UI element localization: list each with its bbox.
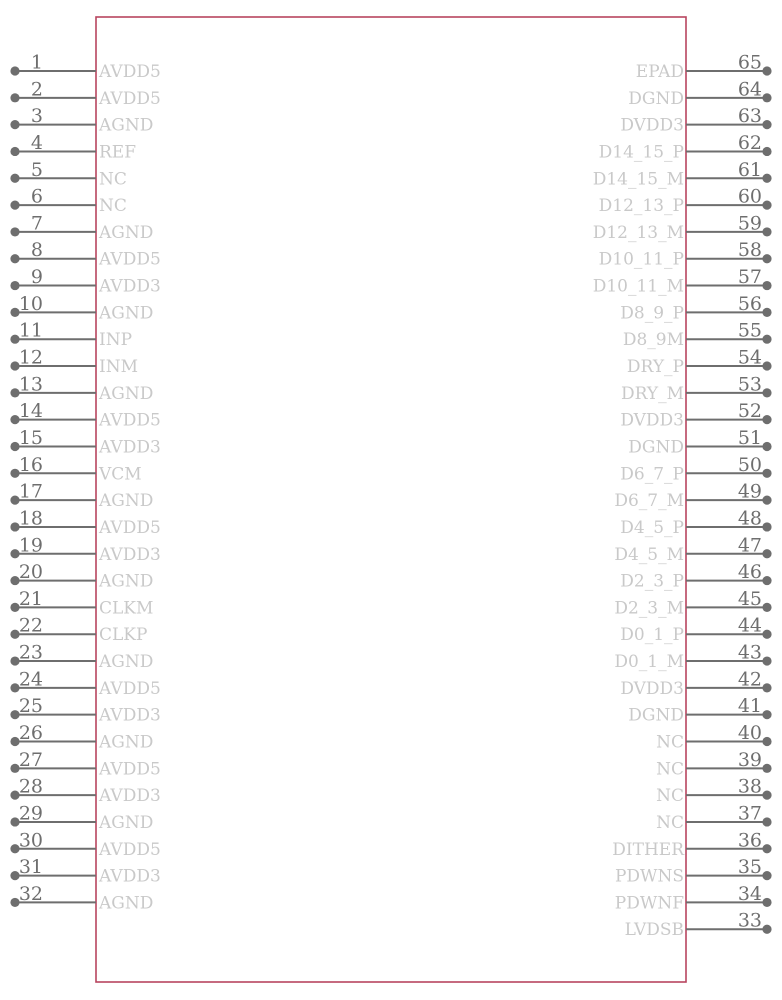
- pin-name: D8_9_P: [620, 303, 684, 324]
- pin-number: 33: [737, 909, 762, 932]
- pin-number: 64: [737, 78, 762, 101]
- pin-terminal: [762, 656, 771, 665]
- pin-name: DITHER: [612, 839, 684, 860]
- pin-number: 46: [737, 561, 762, 584]
- pin-number: 47: [737, 534, 762, 557]
- pin-terminal: [762, 710, 771, 719]
- pin-name: D8_9M: [622, 330, 684, 351]
- pin-terminal: [762, 791, 771, 800]
- pin-name: CLKM: [99, 598, 154, 619]
- pin-terminal: [762, 683, 771, 692]
- pin-number: 5: [30, 158, 43, 181]
- pin-name: EPAD: [635, 62, 684, 82]
- pin-number: 32: [18, 882, 43, 905]
- pin-name: INP: [99, 330, 133, 351]
- pin-name: D12_13_P: [598, 196, 684, 217]
- pin-number: 12: [18, 346, 43, 369]
- pin-number: 9: [30, 266, 43, 289]
- pin-number: 43: [737, 641, 762, 664]
- pin-name: DVDD3: [620, 410, 684, 431]
- pin-number: 59: [737, 212, 762, 235]
- pin-name: NC: [656, 759, 684, 780]
- pin-name: DGND: [628, 705, 684, 726]
- pin-name: DVDD3: [620, 115, 684, 136]
- pin-terminal: [762, 254, 771, 263]
- pin-name: AVDD3: [99, 544, 161, 565]
- pin-name: NC: [99, 169, 127, 190]
- pin-number: 6: [30, 185, 43, 208]
- pin-number: 17: [18, 480, 43, 503]
- pin-terminal: [762, 442, 771, 451]
- pin-name: PDWNS: [614, 866, 684, 887]
- pin-name: DVDD3: [620, 678, 684, 699]
- pin-number: 8: [30, 239, 43, 262]
- pin-number: 36: [737, 829, 762, 852]
- pin-terminal: [10, 66, 19, 75]
- pin-name: DRY_P: [626, 357, 684, 378]
- pin-terminal: [762, 388, 771, 397]
- pin-name: DRY_M: [620, 383, 684, 404]
- pin-name: D4_5_P: [620, 517, 684, 538]
- pin-number: 22: [18, 614, 43, 637]
- pin-name: D10_11_M: [592, 276, 684, 297]
- pin-terminal: [762, 469, 771, 478]
- pin-terminal: [762, 66, 771, 75]
- left-pin-group: [10, 52, 160, 914]
- pin-terminal: [762, 925, 771, 934]
- pin-name: D2_3_P: [620, 571, 684, 592]
- pin-terminal: [762, 522, 771, 531]
- pin-number: 55: [737, 319, 762, 342]
- pin-number: 62: [737, 131, 762, 154]
- pin-terminal: [10, 93, 19, 102]
- pin-name: AVDD5: [99, 517, 161, 538]
- pin-number: 48: [737, 507, 762, 530]
- pin-name: D6_7_P: [620, 464, 684, 485]
- pin-name: D6_7_M: [614, 491, 684, 512]
- pin-number: 2: [30, 78, 43, 101]
- ic-body-outline: [96, 17, 686, 982]
- pin-number: 52: [737, 400, 762, 423]
- pin-terminal: [762, 871, 771, 880]
- pin-name: AVDD5: [99, 88, 161, 109]
- pin-name: AVDD5: [99, 410, 161, 431]
- pin-number: 37: [737, 802, 762, 825]
- pin-number: 65: [737, 51, 762, 74]
- pin-terminal: [762, 415, 771, 424]
- pin-terminal: [10, 147, 19, 156]
- pin-name: AVDD5: [99, 249, 161, 270]
- pin-terminal: [762, 737, 771, 746]
- pin-name: INM: [99, 357, 138, 378]
- pin-terminal: [762, 93, 771, 102]
- pin-terminal: [762, 496, 771, 505]
- pin-terminal: [10, 227, 19, 236]
- pin-terminal: [762, 630, 771, 639]
- pin-number: 3: [30, 105, 43, 128]
- pin-number: 56: [737, 292, 762, 315]
- pin-terminal: [762, 764, 771, 773]
- pin-terminal: [762, 335, 771, 344]
- pin-name: AGND: [99, 812, 154, 833]
- pin-terminal: [762, 120, 771, 129]
- pin-number: 31: [18, 856, 43, 879]
- pin-number: 60: [737, 185, 762, 208]
- pin-number: 11: [18, 319, 43, 342]
- pin-name: AGND: [99, 732, 154, 753]
- pin-terminal: [762, 308, 771, 317]
- pin-number: 10: [18, 292, 43, 315]
- pin-number: 4: [30, 131, 43, 154]
- pin-number: 21: [18, 587, 43, 610]
- pin-number: 14: [18, 400, 43, 423]
- pin-number: 51: [737, 426, 762, 449]
- pin-name: AVDD3: [99, 276, 161, 297]
- pin-number: 44: [737, 614, 762, 637]
- pin-number: 58: [737, 239, 762, 262]
- pin-name: NC: [99, 196, 127, 217]
- pin-name: AVDD5: [99, 759, 161, 780]
- pin-number: 15: [18, 426, 43, 449]
- pin-terminal: [762, 147, 771, 156]
- pin-name: AVDD3: [99, 786, 161, 807]
- pin-name: D4_5_M: [614, 544, 684, 565]
- pin-name: DGND: [628, 437, 684, 458]
- pin-left-6: [10, 186, 126, 217]
- pin-name: D10_11_P: [598, 249, 684, 270]
- pin-number: 23: [18, 641, 43, 664]
- pin-number: 45: [737, 587, 762, 610]
- pin-name: D0_1_P: [620, 625, 684, 646]
- pin-name: PDWNF: [614, 893, 684, 914]
- pin-name: AGND: [99, 491, 154, 512]
- pin-terminal: [762, 281, 771, 290]
- pin-number: 13: [18, 373, 43, 396]
- pin-name: D12_13_M: [592, 222, 684, 243]
- pin-number: 40: [737, 722, 762, 744]
- pin-left-4: [10, 132, 136, 163]
- pin-terminal: [10, 201, 19, 210]
- pin-name: D2_3_M: [614, 598, 684, 619]
- pin-number: 26: [18, 722, 43, 744]
- pin-name: DGND: [628, 88, 684, 109]
- pin-name: AVDD5: [99, 62, 161, 82]
- pin-number: 49: [737, 480, 762, 503]
- pin-terminal: [762, 174, 771, 183]
- pin-name: NC: [656, 786, 684, 807]
- pin-right-33: [625, 910, 772, 941]
- pin-number: 53: [737, 373, 762, 396]
- pin-name: NC: [656, 812, 684, 833]
- pin-terminal: [762, 817, 771, 826]
- pin-name: AGND: [99, 893, 154, 914]
- pin-number: 38: [737, 775, 762, 798]
- pin-terminal: [762, 549, 771, 558]
- pin-name: AGND: [99, 115, 154, 136]
- pin-terminal: [762, 227, 771, 236]
- pin-name: AVDD3: [99, 437, 161, 458]
- pin-terminal: [762, 844, 771, 853]
- pin-name: D14_15_P: [598, 142, 684, 163]
- pin-number: 57: [737, 266, 762, 289]
- pin-name: AVDD5: [99, 678, 161, 699]
- pin-number: 50: [737, 453, 762, 476]
- pin-terminal: [10, 120, 19, 129]
- pin-number: 19: [18, 534, 43, 557]
- pin-number: 35: [737, 856, 762, 879]
- pin-name: AGND: [99, 383, 154, 404]
- pin-terminal: [762, 898, 771, 907]
- pin-terminal: [10, 281, 19, 290]
- pin-terminal: [762, 361, 771, 370]
- pin-number: 61: [737, 158, 762, 181]
- right-pin-group: [593, 52, 772, 941]
- pin-name: REF: [99, 142, 137, 163]
- pin-name: AGND: [99, 652, 154, 673]
- pin-name: CLKP: [99, 625, 148, 646]
- pin-terminal: [762, 576, 771, 585]
- pin-number: 54: [737, 346, 762, 369]
- pin-terminal: [10, 174, 19, 183]
- pin-number: 63: [737, 105, 762, 128]
- pin-number: 25: [18, 695, 43, 718]
- pin-number: 28: [18, 775, 43, 798]
- pin-number: 34: [737, 882, 762, 905]
- pin-name: AGND: [99, 303, 154, 324]
- pin-number: 29: [18, 802, 43, 825]
- pin-name: NC: [656, 732, 684, 753]
- pin-name: D0_1_M: [614, 652, 684, 673]
- pin-number: 30: [18, 829, 43, 852]
- pin-name: AVDD3: [99, 866, 161, 887]
- pin-name: AGND: [99, 571, 154, 592]
- pin-name: AVDD5: [99, 839, 161, 860]
- pin-number: 27: [18, 748, 43, 771]
- pin-number: 7: [30, 212, 43, 235]
- pin-left-5: [10, 159, 126, 190]
- pin-name: VCM: [99, 464, 142, 485]
- pin-number: 18: [18, 507, 43, 530]
- pin-number: 41: [737, 695, 762, 718]
- pin-number: 1: [30, 51, 43, 74]
- pin-number: 42: [737, 668, 762, 691]
- pin-number: 16: [18, 453, 43, 476]
- pin-terminal: [762, 603, 771, 612]
- pin-terminal: [762, 201, 771, 210]
- pin-name: AVDD3: [99, 705, 161, 726]
- pin-number: 24: [18, 668, 43, 691]
- pin-left-32: [10, 883, 153, 914]
- pin-name: AGND: [99, 222, 154, 243]
- pin-name: LVDSB: [624, 920, 684, 941]
- pin-number: 20: [18, 561, 43, 584]
- pin-number: 39: [737, 748, 762, 771]
- pin-name: D14_15_M: [592, 169, 684, 190]
- pin-terminal: [10, 254, 19, 263]
